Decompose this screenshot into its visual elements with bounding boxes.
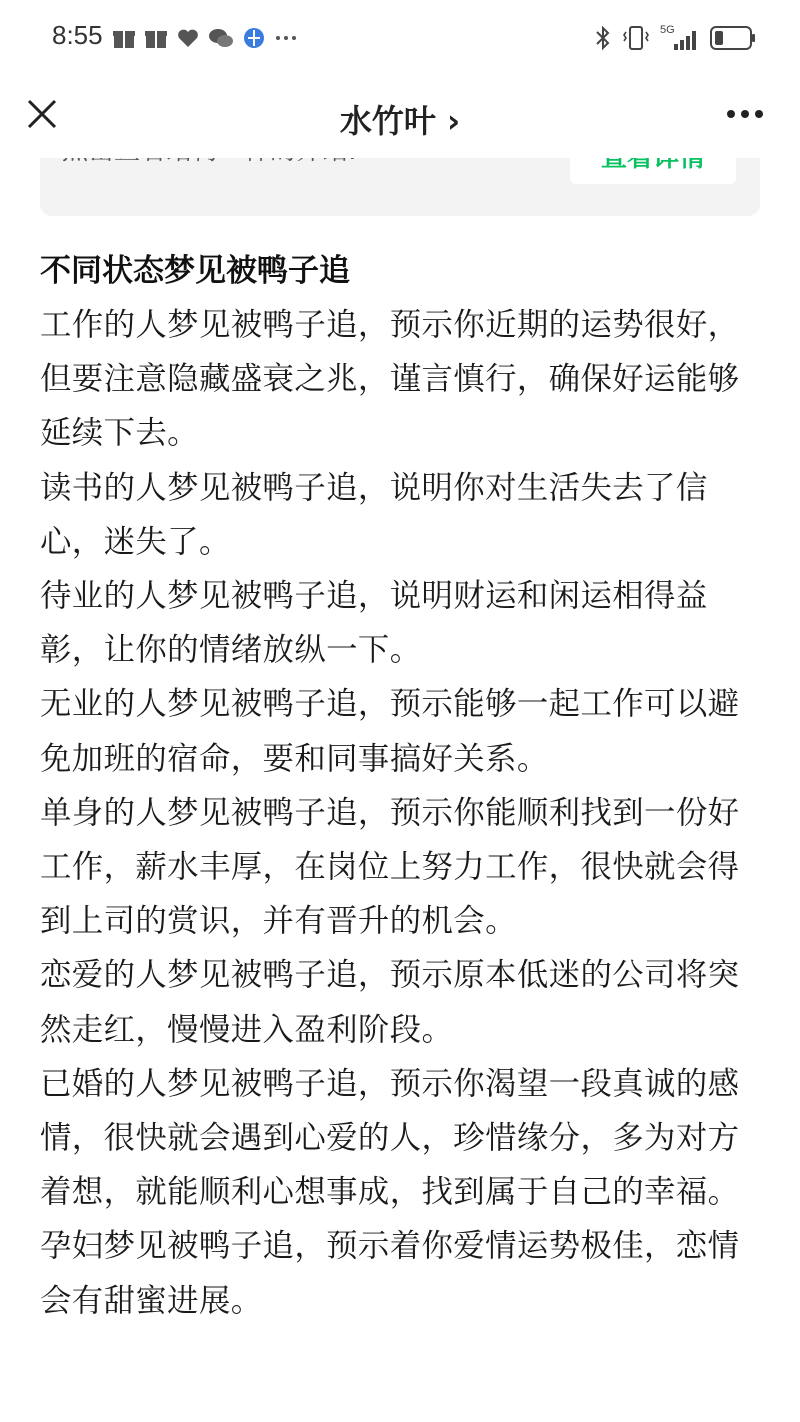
bluetooth-icon [594, 24, 612, 52]
paragraph: 读书的人梦见被鸭子追，说明你对生活失去了信心，迷失了。 [40, 469, 708, 560]
battery-icon [710, 25, 756, 51]
article-body [40, 244, 762, 1328]
nav-bar [0, 76, 800, 158]
paragraph: 单身的人梦见被鸭子追，预示你能顺利找到一份好工作，薪水丰厚，在岗位上努力工作，很快就会得到上司的赏识，并有晋升的机会。 [40, 794, 740, 940]
paragraph: 待业的人梦见被鸭子追，说明财运和闲运相得益彰，让你的情绪放纵一下。 [40, 578, 708, 669]
app-globe-icon [242, 26, 266, 50]
paragraph: 无业的人梦见被鸭子追，预示能够一起工作可以避免加班的宿命，要和同事搞好关系。 [40, 686, 740, 777]
paragraph: 已婚的人梦见被鸭子追，预示你渴望一段真诚的感情，很快就会遇到心爱的人，珍惜缘分，多为对方着想，就能顺利心想事成，找到属于自己的幸福。 [40, 1065, 740, 1211]
paragraph: 孕妇梦见被鸭子追，预示着你爱情运势极佳，恋情会有甜蜜进展。 [40, 1228, 740, 1319]
status-time: 8:55 [52, 20, 103, 50]
gift-icon [112, 26, 136, 50]
more-dots-icon [274, 26, 298, 50]
wechat-icon [208, 26, 234, 50]
vibrate-icon [622, 24, 650, 52]
notification-icons [112, 24, 298, 52]
paragraph: 工作的人梦见被鸭子追，预示你近期的运势很好，但要注意隐藏盛衰之兆，谨言慎行，确保好运能够延续下去。 [40, 307, 740, 452]
network-label: 5G [660, 24, 675, 36]
page-title[interactable]: 水竹叶 › [339, 102, 461, 140]
status-bar [0, 0, 800, 76]
system-icons [594, 22, 756, 54]
gift-icon [144, 26, 168, 50]
paragraph: 恋爱的人梦见被鸭子追，预示原本低迷的公司将突然走红，慢慢进入盈利阶段。 [40, 957, 740, 1048]
more-icon[interactable] [726, 104, 764, 124]
signal-5g-icon [660, 24, 700, 52]
section-heading: 不同状态梦见被鸭子追 [40, 253, 350, 289]
heart-shield-icon [176, 26, 200, 50]
